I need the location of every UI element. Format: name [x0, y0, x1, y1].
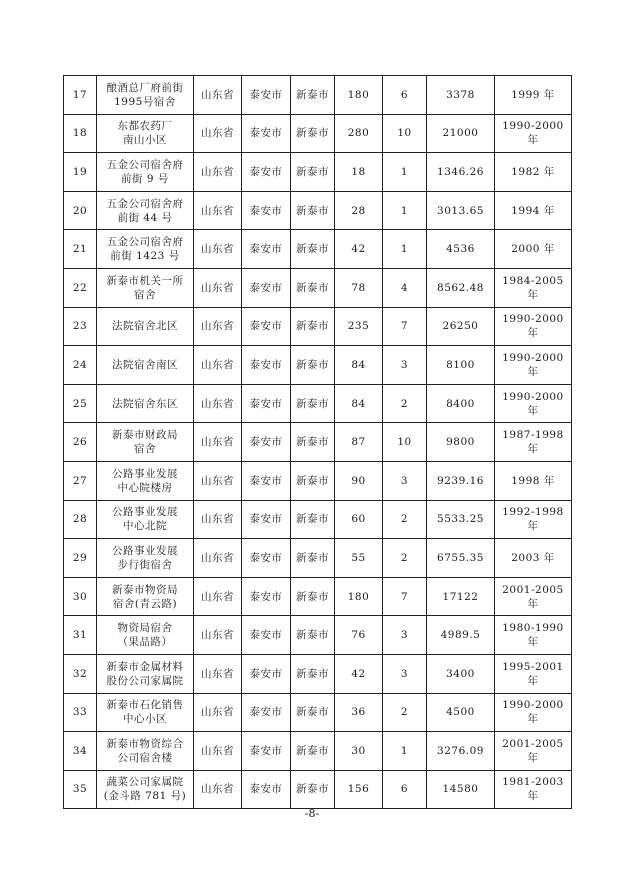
- county-cell: 新泰市: [291, 191, 335, 230]
- city-cell: 泰安市: [242, 230, 291, 269]
- city-cell: 泰安市: [242, 616, 291, 655]
- households-cell: 42: [335, 230, 383, 269]
- households-cell: 84: [335, 384, 383, 423]
- households-cell: 90: [335, 461, 383, 500]
- residence-name-cell: 新泰市金属材料 股份公司家属院: [97, 654, 194, 693]
- city-cell: 泰安市: [242, 693, 291, 732]
- table-row: [64, 770, 572, 809]
- row-number-cell: 34: [64, 732, 97, 771]
- province-cell: 山东省: [194, 500, 242, 539]
- buildings-cell: 1: [383, 732, 427, 771]
- area-cell: 26250: [427, 307, 495, 346]
- province-cell: 山东省: [194, 732, 242, 771]
- build-year-cell: 1994 年: [495, 191, 572, 230]
- table-row: [64, 732, 572, 771]
- area-cell: 9239.16: [427, 461, 495, 500]
- households-cell: 156: [335, 770, 383, 809]
- residence-name-cell: 法院宿舍东区: [97, 384, 194, 423]
- row-number-cell: 33: [64, 693, 97, 732]
- row-number-cell: 30: [64, 577, 97, 616]
- build-year-cell: 1999 年: [495, 76, 572, 115]
- households-cell: 180: [335, 577, 383, 616]
- city-cell: 泰安市: [242, 307, 291, 346]
- area-cell: 17122: [427, 577, 495, 616]
- row-number-cell: 29: [64, 539, 97, 578]
- build-year-cell: 2001-2005 年: [495, 577, 572, 616]
- city-cell: 泰安市: [242, 539, 291, 578]
- area-cell: 3276.09: [427, 732, 495, 771]
- table-row: [64, 616, 572, 655]
- province-cell: 山东省: [194, 114, 242, 153]
- buildings-cell: 2: [383, 384, 427, 423]
- area-cell: 8100: [427, 346, 495, 385]
- households-cell: 180: [335, 76, 383, 115]
- province-cell: 山东省: [194, 384, 242, 423]
- row-number-cell: 24: [64, 346, 97, 385]
- area-cell: 5533.25: [427, 500, 495, 539]
- county-cell: 新泰市: [291, 114, 335, 153]
- province-cell: 山东省: [194, 230, 242, 269]
- build-year-cell: 1998 年: [495, 461, 572, 500]
- buildings-cell: 7: [383, 577, 427, 616]
- build-year-cell: 1987-1998 年: [495, 423, 572, 462]
- residence-name-cell: 东都农药厂 南山小区: [97, 114, 194, 153]
- city-cell: 泰安市: [242, 384, 291, 423]
- buildings-cell: 2: [383, 539, 427, 578]
- buildings-cell: 3: [383, 616, 427, 655]
- row-number-cell: 19: [64, 153, 97, 192]
- row-number-cell: 26: [64, 423, 97, 462]
- row-number-cell: 28: [64, 500, 97, 539]
- province-cell: 山东省: [194, 423, 242, 462]
- county-cell: 新泰市: [291, 153, 335, 192]
- row-number-cell: 25: [64, 384, 97, 423]
- table-row: [64, 461, 572, 500]
- buildings-cell: 3: [383, 654, 427, 693]
- build-year-cell: 2001-2005 年: [495, 732, 572, 771]
- build-year-cell: 1982 年: [495, 153, 572, 192]
- buildings-cell: 1: [383, 230, 427, 269]
- county-cell: 新泰市: [291, 654, 335, 693]
- build-year-cell: 1984-2005 年: [495, 268, 572, 307]
- housing-table: [63, 75, 572, 809]
- residence-name-cell: 五金公司宿舍府 前街 9 号: [97, 153, 194, 192]
- build-year-cell: 1990-2000 年: [495, 346, 572, 385]
- province-cell: 山东省: [194, 461, 242, 500]
- residence-name-cell: 公路事业发展 中心院楼房: [97, 461, 194, 500]
- build-year-cell: 1980-1990 年: [495, 616, 572, 655]
- residence-name-cell: 新泰市机关一所 宿舍: [97, 268, 194, 307]
- city-cell: 泰安市: [242, 577, 291, 616]
- build-year-cell: 1990-2000 年: [495, 114, 572, 153]
- households-cell: 280: [335, 114, 383, 153]
- province-cell: 山东省: [194, 76, 242, 115]
- row-number-cell: 35: [64, 770, 97, 809]
- table-row: [64, 500, 572, 539]
- city-cell: 泰安市: [242, 76, 291, 115]
- households-cell: 87: [335, 423, 383, 462]
- area-cell: 3013.65: [427, 191, 495, 230]
- buildings-cell: 6: [383, 76, 427, 115]
- row-number-cell: 22: [64, 268, 97, 307]
- housing-table-wrapper: [63, 75, 571, 809]
- area-cell: 4536: [427, 230, 495, 269]
- households-cell: 84: [335, 346, 383, 385]
- buildings-cell: 3: [383, 461, 427, 500]
- households-cell: 78: [335, 268, 383, 307]
- city-cell: 泰安市: [242, 654, 291, 693]
- buildings-cell: 4: [383, 268, 427, 307]
- province-cell: 山东省: [194, 654, 242, 693]
- city-cell: 泰安市: [242, 346, 291, 385]
- county-cell: 新泰市: [291, 307, 335, 346]
- table-row: [64, 114, 572, 153]
- residence-name-cell: 公路事业发展 步行街宿舍: [97, 539, 194, 578]
- province-cell: 山东省: [194, 577, 242, 616]
- area-cell: 1346.26: [427, 153, 495, 192]
- residence-name-cell: 新泰市财政局 宿舍: [97, 423, 194, 462]
- residence-name-cell: 新泰市物资局 宿舍(青云路): [97, 577, 194, 616]
- row-number-cell: 20: [64, 191, 97, 230]
- table-row: [64, 76, 572, 115]
- county-cell: 新泰市: [291, 616, 335, 655]
- area-cell: 21000: [427, 114, 495, 153]
- province-cell: 山东省: [194, 153, 242, 192]
- area-cell: 14580: [427, 770, 495, 809]
- table-row: [64, 153, 572, 192]
- province-cell: 山东省: [194, 616, 242, 655]
- households-cell: 28: [335, 191, 383, 230]
- row-number-cell: 21: [64, 230, 97, 269]
- residence-name-cell: 酿酒总厂府前街 1995号宿舍: [97, 76, 194, 115]
- county-cell: 新泰市: [291, 539, 335, 578]
- area-cell: 9800: [427, 423, 495, 462]
- build-year-cell: 1990-2000 年: [495, 693, 572, 732]
- table-row: [64, 384, 572, 423]
- city-cell: 泰安市: [242, 461, 291, 500]
- row-number-cell: 17: [64, 76, 97, 115]
- city-cell: 泰安市: [242, 153, 291, 192]
- county-cell: 新泰市: [291, 346, 335, 385]
- table-row: [64, 230, 572, 269]
- residence-name-cell: 物资局宿舍 （果品路）: [97, 616, 194, 655]
- residence-name-cell: 蔬菜公司家属院 (金斗路 781 号): [97, 770, 194, 809]
- area-cell: 4989.5: [427, 616, 495, 655]
- table-row: [64, 268, 572, 307]
- build-year-cell: 1992-1998 年: [495, 500, 572, 539]
- build-year-cell: 1990-2000 年: [495, 384, 572, 423]
- province-cell: 山东省: [194, 268, 242, 307]
- table-row: [64, 307, 572, 346]
- table-body: [64, 76, 572, 809]
- build-year-cell: 1990-2000 年: [495, 307, 572, 346]
- city-cell: 泰安市: [242, 500, 291, 539]
- county-cell: 新泰市: [291, 384, 335, 423]
- residence-name-cell: 五金公司宿舍府 前街 1423 号: [97, 230, 194, 269]
- households-cell: 18: [335, 153, 383, 192]
- table-row: [64, 191, 572, 230]
- table-row: [64, 346, 572, 385]
- residence-name-cell: 新泰市物资综合 公司宿舍楼: [97, 732, 194, 771]
- residence-name-cell: 公路事业发展 中心北院: [97, 500, 194, 539]
- area-cell: 8562.48: [427, 268, 495, 307]
- households-cell: 42: [335, 654, 383, 693]
- table-row: [64, 577, 572, 616]
- county-cell: 新泰市: [291, 577, 335, 616]
- county-cell: 新泰市: [291, 423, 335, 462]
- households-cell: 60: [335, 500, 383, 539]
- county-cell: 新泰市: [291, 732, 335, 771]
- city-cell: 泰安市: [242, 191, 291, 230]
- province-cell: 山东省: [194, 693, 242, 732]
- build-year-cell: 1981-2003 年: [495, 770, 572, 809]
- table-row: [64, 654, 572, 693]
- buildings-cell: 6: [383, 770, 427, 809]
- county-cell: 新泰市: [291, 461, 335, 500]
- buildings-cell: 2: [383, 500, 427, 539]
- row-number-cell: 27: [64, 461, 97, 500]
- row-number-cell: 23: [64, 307, 97, 346]
- households-cell: 36: [335, 693, 383, 732]
- residence-name-cell: 法院宿舍南区: [97, 346, 194, 385]
- households-cell: 235: [335, 307, 383, 346]
- buildings-cell: 3: [383, 346, 427, 385]
- county-cell: 新泰市: [291, 76, 335, 115]
- area-cell: 6755.35: [427, 539, 495, 578]
- province-cell: 山东省: [194, 346, 242, 385]
- buildings-cell: 1: [383, 153, 427, 192]
- table-row: [64, 539, 572, 578]
- table-row: [64, 693, 572, 732]
- county-cell: 新泰市: [291, 770, 335, 809]
- city-cell: 泰安市: [242, 423, 291, 462]
- row-number-cell: 18: [64, 114, 97, 153]
- buildings-cell: 1: [383, 191, 427, 230]
- city-cell: 泰安市: [242, 770, 291, 809]
- build-year-cell: 2000 年: [495, 230, 572, 269]
- area-cell: 3378: [427, 76, 495, 115]
- build-year-cell: 2003 年: [495, 539, 572, 578]
- households-cell: 30: [335, 732, 383, 771]
- city-cell: 泰安市: [242, 732, 291, 771]
- build-year-cell: 1995-2001 年: [495, 654, 572, 693]
- area-cell: 8400: [427, 384, 495, 423]
- buildings-cell: 10: [383, 423, 427, 462]
- county-cell: 新泰市: [291, 693, 335, 732]
- residence-name-cell: 五金公司宿舍府 前街 44 号: [97, 191, 194, 230]
- county-cell: 新泰市: [291, 268, 335, 307]
- county-cell: 新泰市: [291, 500, 335, 539]
- area-cell: 3400: [427, 654, 495, 693]
- buildings-cell: 7: [383, 307, 427, 346]
- row-number-cell: 32: [64, 654, 97, 693]
- province-cell: 山东省: [194, 539, 242, 578]
- area-cell: 4500: [427, 693, 495, 732]
- households-cell: 55: [335, 539, 383, 578]
- buildings-cell: 10: [383, 114, 427, 153]
- table-row: [64, 423, 572, 462]
- city-cell: 泰安市: [242, 114, 291, 153]
- households-cell: 76: [335, 616, 383, 655]
- province-cell: 山东省: [194, 191, 242, 230]
- page-number: -8-: [304, 807, 320, 820]
- buildings-cell: 2: [383, 693, 427, 732]
- city-cell: 泰安市: [242, 268, 291, 307]
- province-cell: 山东省: [194, 770, 242, 809]
- row-number-cell: 31: [64, 616, 97, 655]
- residence-name-cell: 新泰市石化销售 中心小区: [97, 693, 194, 732]
- county-cell: 新泰市: [291, 230, 335, 269]
- province-cell: 山东省: [194, 307, 242, 346]
- residence-name-cell: 法院宿舍北区: [97, 307, 194, 346]
